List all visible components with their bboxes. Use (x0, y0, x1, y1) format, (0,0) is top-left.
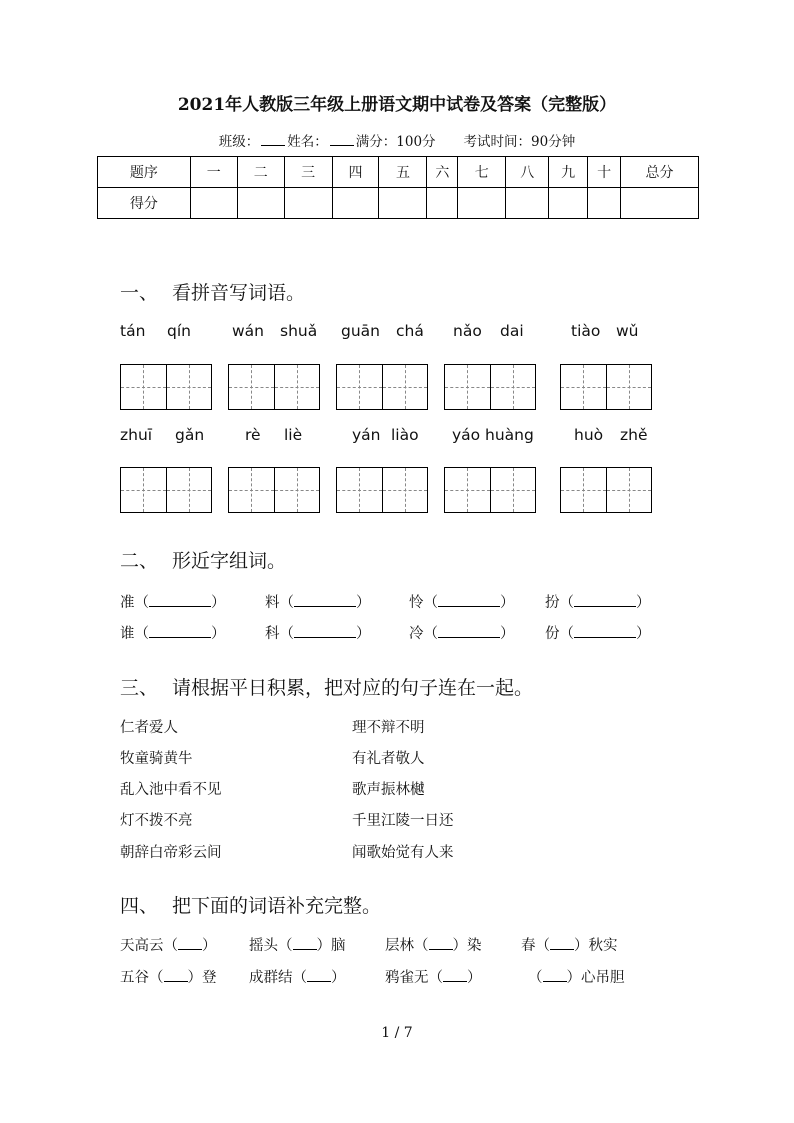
score-table (97, 156, 699, 219)
idiom-item: 摇头（ ）脑 (249, 934, 346, 955)
word-group-item: 份（ ） (545, 622, 651, 643)
section-1-heading: 一、 看拼音写词语。 (120, 282, 306, 304)
score-cell[interactable] (332, 188, 379, 219)
pinyin-4: nǎo (453, 322, 482, 340)
pinyin-8: liào (391, 426, 419, 444)
exam-meta (0, 130, 794, 150)
page-title: 2021年人教版三年级上册语文期中试卷及答案（完整版） (177, 95, 617, 115)
word-group-item: 谁（ ） (120, 622, 226, 643)
word-group-item: 准（ ） (120, 591, 226, 612)
score-cell[interactable] (284, 188, 332, 219)
word-group-item: 科（ ） (265, 622, 371, 643)
answer-blank[interactable] (149, 623, 211, 638)
word-group-item: 怜（ ） (409, 591, 515, 612)
header-cell: 四 (332, 157, 379, 188)
writing-box[interactable] (444, 364, 536, 410)
writing-box[interactable] (228, 364, 320, 410)
full-score: 满分：100分 (355, 134, 436, 150)
class-blank (261, 133, 285, 146)
word-group-item: 料（ ） (265, 591, 371, 612)
match-left-item[interactable]: 牧童骑黄牛 (120, 751, 193, 767)
score-cell[interactable] (621, 188, 699, 219)
writing-box[interactable] (444, 467, 536, 513)
match-left-item[interactable]: 乱入池中看不见 (120, 782, 222, 798)
pinyin-7: liè (284, 426, 303, 444)
idiom-item: 五谷（ ）登 (120, 966, 217, 987)
answer-blank[interactable] (438, 623, 500, 638)
pinyin-7: rè (245, 426, 261, 444)
answer-blank[interactable] (550, 935, 574, 950)
answer-blank[interactable] (574, 623, 636, 638)
pinyin-3: guān (341, 322, 380, 340)
pinyin-10: zhě (620, 426, 648, 444)
score-cell[interactable] (237, 188, 284, 219)
writing-box[interactable] (120, 364, 212, 410)
writing-box[interactable] (120, 467, 212, 513)
section-4-heading: 四、 把下面的词语补充完整。 (120, 895, 382, 917)
score-cell[interactable] (427, 188, 458, 219)
writing-box[interactable] (336, 467, 428, 513)
score-cell[interactable] (588, 188, 621, 219)
pinyin-6: zhuī (120, 426, 153, 444)
match-right-item[interactable]: 有礼者敬人 (352, 751, 425, 767)
name-blank (330, 133, 354, 146)
score-cell[interactable] (506, 188, 549, 219)
answer-blank[interactable] (574, 592, 636, 607)
writing-box[interactable] (336, 364, 428, 410)
pinyin-10: huò (574, 426, 604, 444)
class-label: 班级： (218, 134, 260, 150)
header-cell: 七 (458, 157, 506, 188)
answer-blank[interactable] (429, 935, 453, 950)
answer-blank[interactable] (294, 592, 356, 607)
match-right-item[interactable]: 闻歌始觉有人来 (352, 845, 454, 861)
pinyin-9: huàng (485, 426, 534, 444)
header-cell: 一 (190, 157, 237, 188)
pinyin-5: tiào (571, 322, 601, 340)
answer-blank[interactable] (164, 967, 188, 982)
match-right-item[interactable]: 歌声振林樾 (352, 782, 425, 798)
answer-blank[interactable] (178, 935, 202, 950)
pinyin-2: shuǎ (280, 322, 318, 340)
score-header-row (98, 157, 699, 188)
idiom-item: 春（ ）秋实 (521, 934, 618, 955)
answer-blank[interactable] (149, 592, 211, 607)
name-label: 姓名： (287, 134, 328, 150)
match-left-item[interactable]: 仁者爱人 (120, 720, 178, 736)
exam-time: 考试时间：90分钟 (463, 134, 576, 150)
pinyin-5: wǔ (616, 322, 639, 340)
page-number: 1 / 7 (381, 1025, 413, 1041)
pinyin-8: yán (352, 426, 381, 444)
score-row (98, 188, 699, 219)
header-cell: 八 (506, 157, 549, 188)
answer-blank[interactable] (443, 967, 467, 982)
writing-box[interactable] (228, 467, 320, 513)
pinyin-6: gǎn (175, 426, 205, 444)
pinyin-4: dai (500, 322, 524, 340)
answer-blank[interactable] (438, 592, 500, 607)
pinyin-1: qín (167, 322, 191, 340)
score-cell[interactable] (549, 188, 588, 219)
match-left-item[interactable]: 灯不拨不亮 (120, 813, 193, 829)
pinyin-9: yáo (452, 426, 481, 444)
idiom-item: 鸦雀无（ ） (385, 966, 482, 987)
header-cell: 六 (427, 157, 458, 188)
answer-blank[interactable] (293, 935, 317, 950)
idiom-item: 层林（ ）染 (385, 934, 482, 955)
header-cell: 五 (379, 157, 427, 188)
pinyin-3: chá (396, 322, 424, 340)
idiom-item: （ ）心吊胆 (528, 966, 625, 987)
answer-blank[interactable] (543, 967, 567, 982)
writing-box[interactable] (560, 467, 652, 513)
header-cell: 九 (549, 157, 588, 188)
writing-box[interactable] (560, 364, 652, 410)
pinyin-2: wán (232, 322, 264, 340)
header-cell: 二 (237, 157, 284, 188)
pinyin-1: tán (120, 322, 146, 340)
match-right-item[interactable]: 千里江陵一日还 (352, 813, 454, 829)
match-left-item[interactable]: 朝辞白帝彩云间 (120, 845, 222, 861)
idiom-item: 成群结（ ） (249, 966, 346, 987)
header-cell: 题序 (98, 157, 191, 188)
match-right-item[interactable]: 理不辩不明 (352, 720, 425, 736)
header-cell: 十 (588, 157, 621, 188)
score-cell[interactable] (458, 188, 506, 219)
score-cell[interactable] (190, 188, 237, 219)
score-row-label: 得分 (98, 188, 191, 219)
score-cell[interactable] (379, 188, 427, 219)
section-3-heading: 三、 请根据平日积累，把对应的句子连在一起。 (120, 677, 534, 699)
header-cell: 总分 (621, 157, 699, 188)
word-group-item: 冷（ ） (409, 622, 515, 643)
header-cell: 三 (284, 157, 332, 188)
idiom-item: 天高云（ ） (120, 934, 217, 955)
section-2-heading: 二、 形近字组词。 (120, 550, 287, 572)
word-group-item: 扮（ ） (545, 591, 651, 612)
answer-blank[interactable] (307, 967, 331, 982)
answer-blank[interactable] (294, 623, 356, 638)
